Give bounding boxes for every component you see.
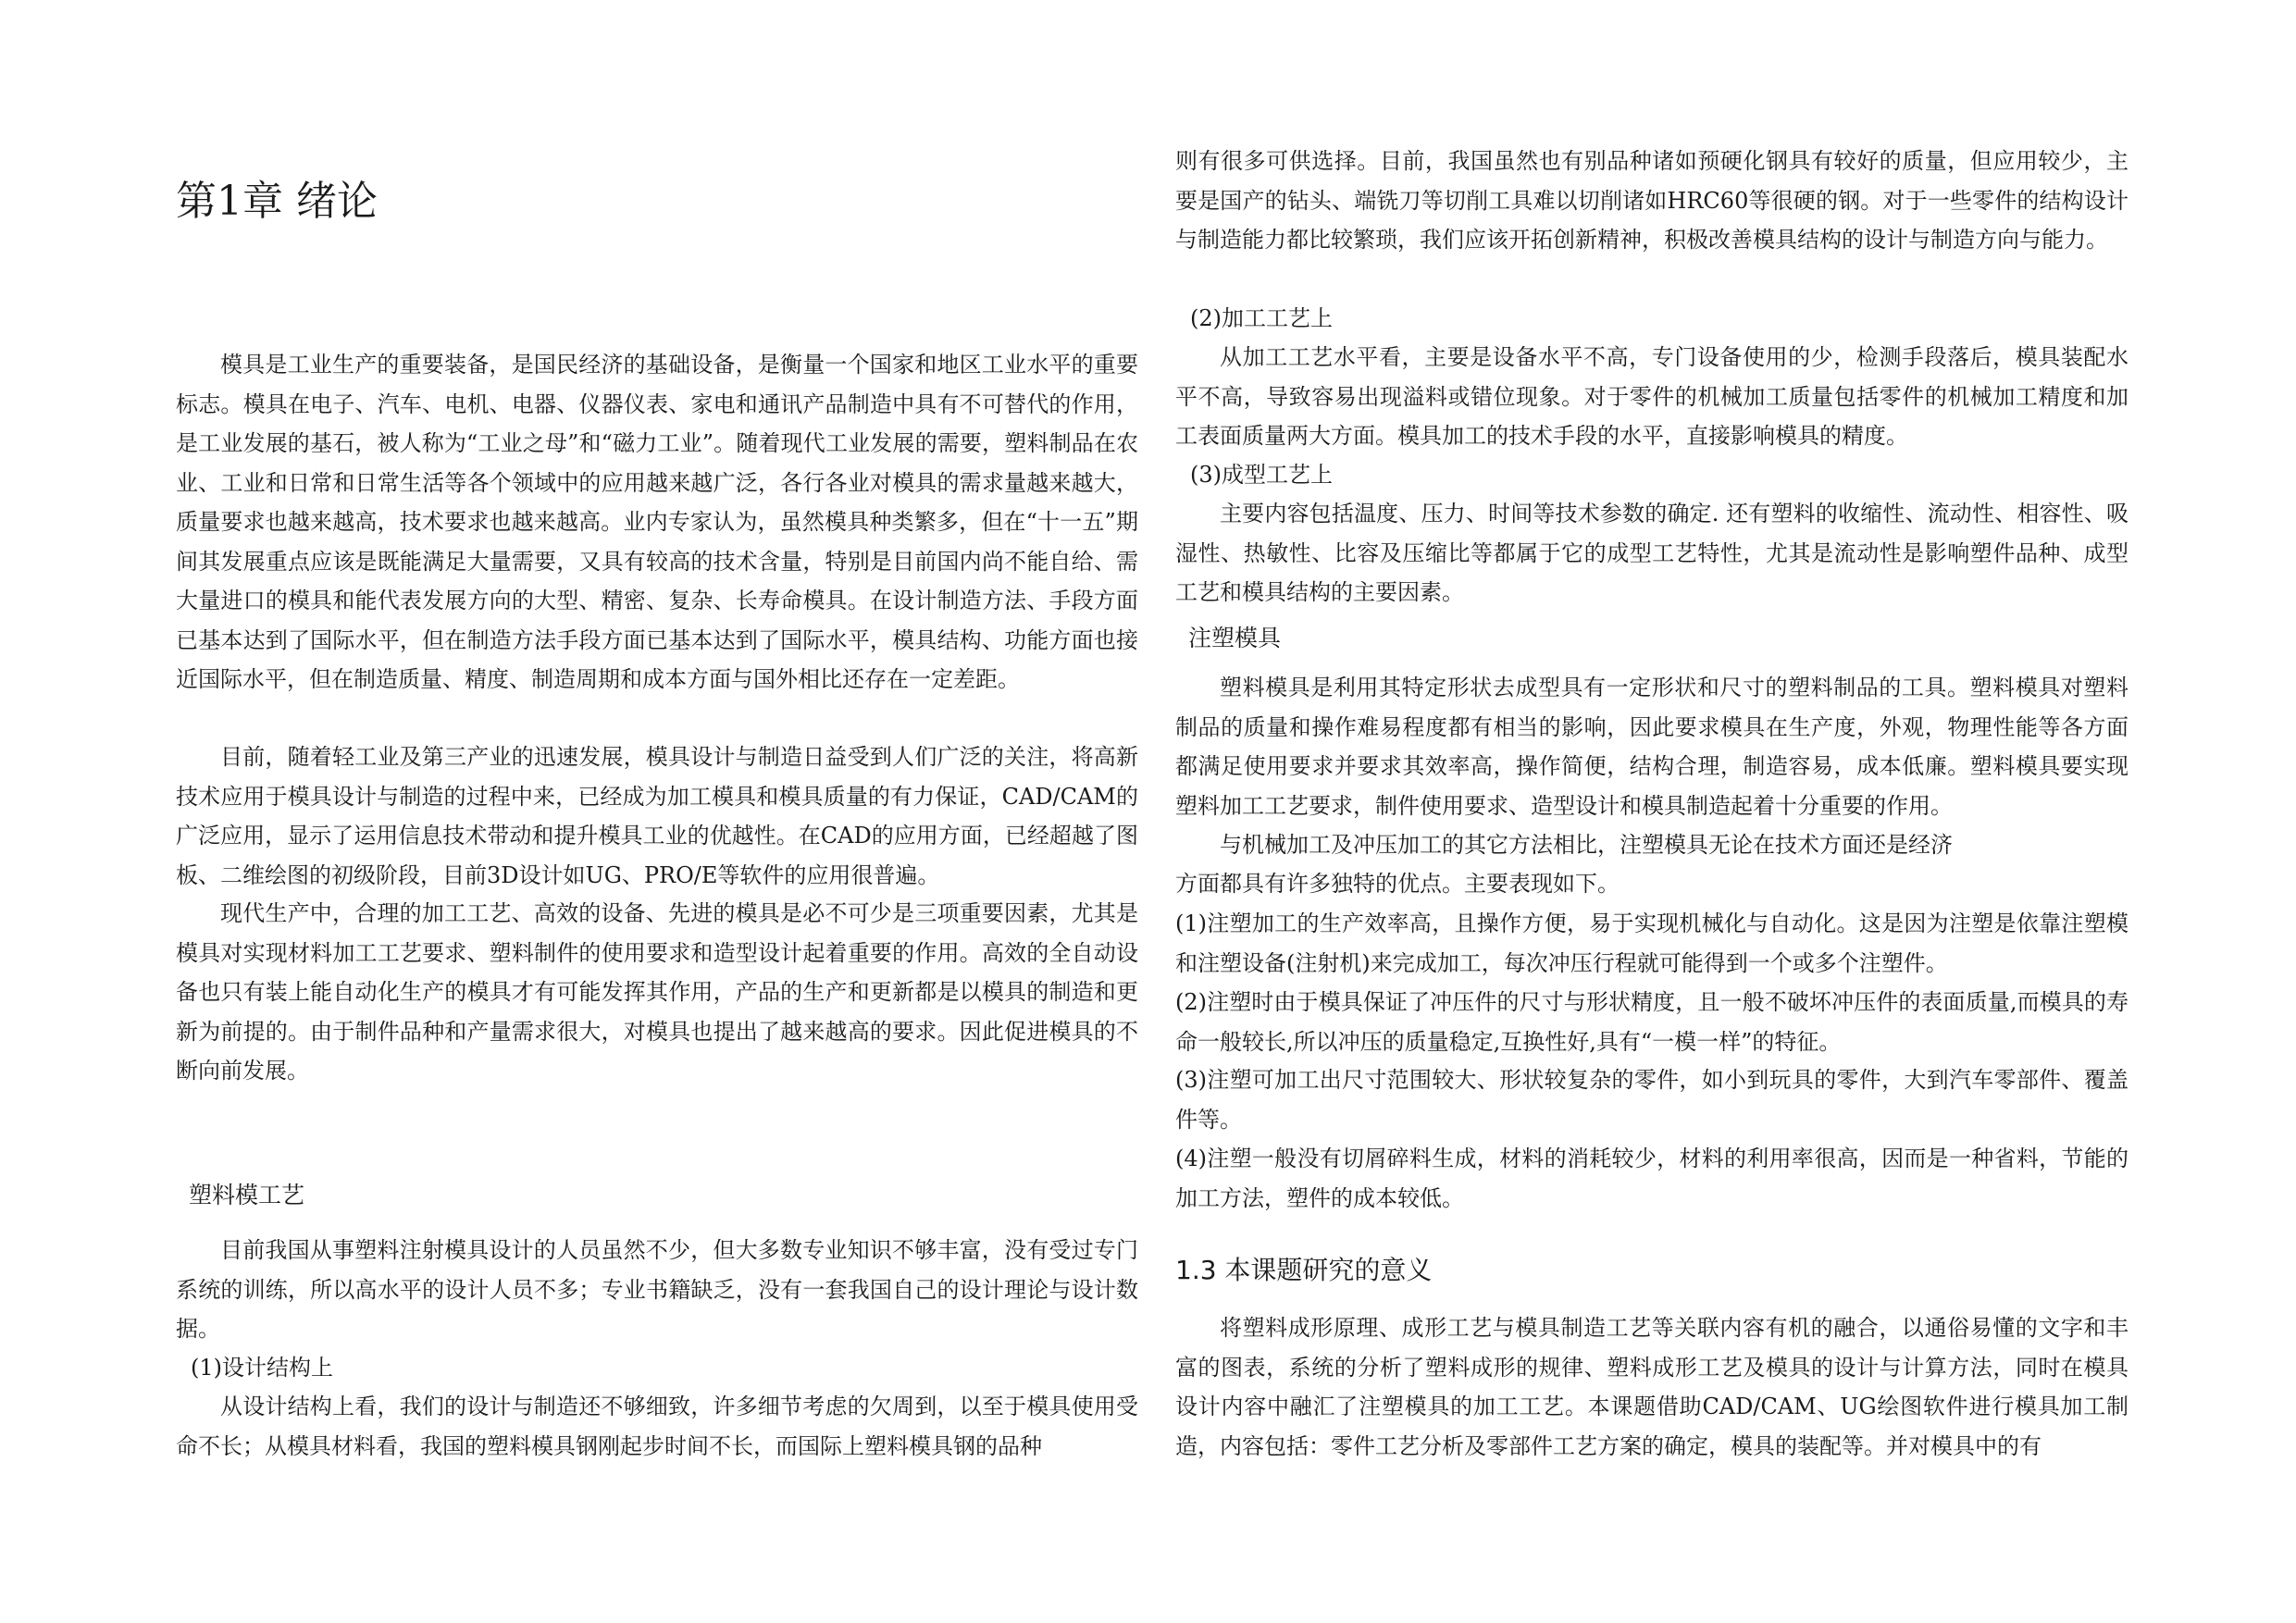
- advantage-item-1: (1)注塑加工的生产效率高，且操作方便，易于实现机械化与自动化。这是因为注塑是依靠注塑模和注塑设备(注射机)来完成加工，每次冲压行程就可能得到一个或多个注塑件。: [1175, 911, 2128, 976]
- design-structure-paragraph: 从设计结构上看，我们的设计与制造还不够细致，许多细节考虑的欠周到，以至于模具使用受命不长；从模具材料看，我国的塑料模具钢刚起步时间不长，而国际上塑料模具钢的品种: [176, 1394, 1138, 1459]
- process-paragraph: 从加工工艺水平看，主要是设备水平不高，专门设备使用的少，检测手段落后，模具装配水平不高，导致容易出现溢料或错位现象。对于零件的机械加工质量包括零件的机械加工精度和加工表面质量两大方面。模具加工的技术手段的水平，直接影响模具的精度。: [1175, 344, 2128, 449]
- intro-paragraph-2: 目前，随着轻工业及第三产业的迅速发展，模具设计与制造日益受到人们广泛的关注，将高新技术应用于模具设计与制造的过程中来，已经成为加工模具和模具质量的有力保证，CAD/CAM的广泛应用，显示了运用信息技术带动和提升模具工业的优越性。在CAD的应用方面，已经超越了图板、二维绘图的初级阶段，目前3D设计如UG、PRO/E等软件的应用很普遍。: [176, 744, 1138, 888]
- advantage-item-3: (3)注塑可加工出尺寸范围较大、形状较复杂的零件，如小到玩具的零件，大到汽车零部件、覆盖件等。: [1175, 1067, 2128, 1133]
- injection-mold-paragraph: 塑料模具是利用其特定形状去成型具有一定形状和尺寸的塑料制品的工具。塑料模具对塑料制品的质量和操作难易程度都有相当的影响，因此要求模具在生产度，外观，物理性能等各方面都满足使用要求并要求其效率高，操作简便，结构合理，制造容易，成本低廉。塑料模具要实现塑料加工工艺要求，制件使用要求、造型设计和模具制造起着十分重要的作用。: [1175, 675, 2128, 819]
- advantage-item-2: (2)注塑时由于模具保证了冲压件的尺寸与形状精度，且一般不破坏冲压件的表面质量,而模具的寿命一般较长,所以冲压的质量稳定,互换性好,具有“一模一样”的特征。: [1175, 989, 2128, 1055]
- plastic-process-paragraph: 目前我国从事塑料注射模具设计的人员虽然不少，但大多数专业知识不够丰富，没有受过专门系统的训练，所以高水平的设计人员不多；专业书籍缺乏，没有一套我国自己的设计理论与设计数据。: [176, 1237, 1138, 1342]
- section-heading-injection-mold: 注塑模具: [1188, 625, 1282, 651]
- significance-paragraph: 将塑料成形原理、成形工艺与模具制造工艺等关联内容有机的融合，以通俗易懂的文字和丰富的图表，系统的分析了塑料成形的规律、塑料成形工艺及模具的设计与计算方法，同时在模具设计内容中融汇了注塑模具的加工工艺。本课题借助CAD/CAM、UG绘图软件进行模具加工制造，内容包括：零件工艺分析及零部件工艺方案的确定，模具的装配等。并对模具中的有: [1175, 1315, 2128, 1459]
- advantages-intro-line-1: 与机械加工及冲压加工的其它方法相比，注塑模具无论在技术方面还是经济: [1220, 832, 1953, 858]
- continued-paragraph: 则有很多可供选择。目前，我国虽然也有别品种诸如预硬化钢具有较好的质量，但应用较少，主要是国产的钻头、端铣刀等切削工具难以切削诸如HRC60等很硬的钢。对于一些零件的结构设计与制造能力都比较繁琐，我们应该开拓创新精神，积极改善模具结构的设计与制造方向与能力。: [1175, 148, 2128, 253]
- intro-paragraph-1: 模具是工业生产的重要装备，是国民经济的基础设备，是衡量一个国家和地区工业水平的重要标志。模具在电子、汽车、电机、电器、仪器仪表、家电和通讯产品制造中具有不可替代的作用，是工业发展的基石，被人称为“工业之母”和“磁力工业”。随着现代工业发展的需要，塑料制品在农业、工业和日常和日常生活等各个领域中的应用越来越广泛，各行各业对模具的需求量越来越大，质量要求也越来越高，技术要求也越来越高。业内专家认为，虽然模具种类繁多，但在“十一五”期间其发展重点应该是既能满足大量需要，又具有较高的技术含量，特别是目前国内尚不能自给、需大量进口的模具和能代表发展方向的大型、精密、复杂、长寿命模具。在设计制造方法、手段方面已基本达到了国际水平，但在制造方法手段方面已基本达到了国际水平，模具结构、功能方面也接近国际水平，但在制造质量、精度、制造周期和成本方面与国外相比还存在一定差距。: [176, 352, 1138, 692]
- sub-label-molding: (3)成型工艺上: [1190, 462, 1333, 488]
- sub-label-process: (2)加工工艺上: [1190, 305, 1333, 331]
- section-heading-significance: 1.3 本课题研究的意义: [1175, 1255, 1433, 1285]
- sub-label-design-structure: (1)设计结构上: [191, 1355, 333, 1381]
- molding-paragraph: 主要内容包括温度、压力、时间等技术参数的确定. 还有塑料的收缩性、流动性、相容性、吸湿性、热敏性、比容及压缩比等都属于它的成型工艺特性，尤其是流动性是影响塑件品种、成型工艺和模具结构的主要因素。: [1175, 501, 2128, 605]
- advantages-intro-line-2: 方面都具有许多独特的优点。主要表现如下。: [1175, 871, 1620, 897]
- chapter-title: 第1章 绪论: [176, 178, 378, 225]
- section-heading-plastic-process: 塑料模工艺: [189, 1182, 305, 1208]
- intro-paragraph-3: 现代生产中，合理的加工工艺、高效的设备、先进的模具是必不可少是三项重要因素，尤其是模具对实现材料加工工艺要求、塑料制件的使用要求和造型设计起着重要的作用。高效的全自动设备也只有装上能自动化生产的模具才有可能发挥其作用，产品的生产和更新都是以模具的制造和更新为前提的。由于制件品种和产量需求很大，对模具也提出了越来越高的要求。因此促进模具的不断向前发展。: [176, 900, 1138, 1084]
- advantage-item-4: (4)注塑一般没有切屑碎料生成，材料的消耗较少，材料的利用率很高，因而是一种省料，节能的加工方法，塑件的成本较低。: [1175, 1146, 2128, 1211]
